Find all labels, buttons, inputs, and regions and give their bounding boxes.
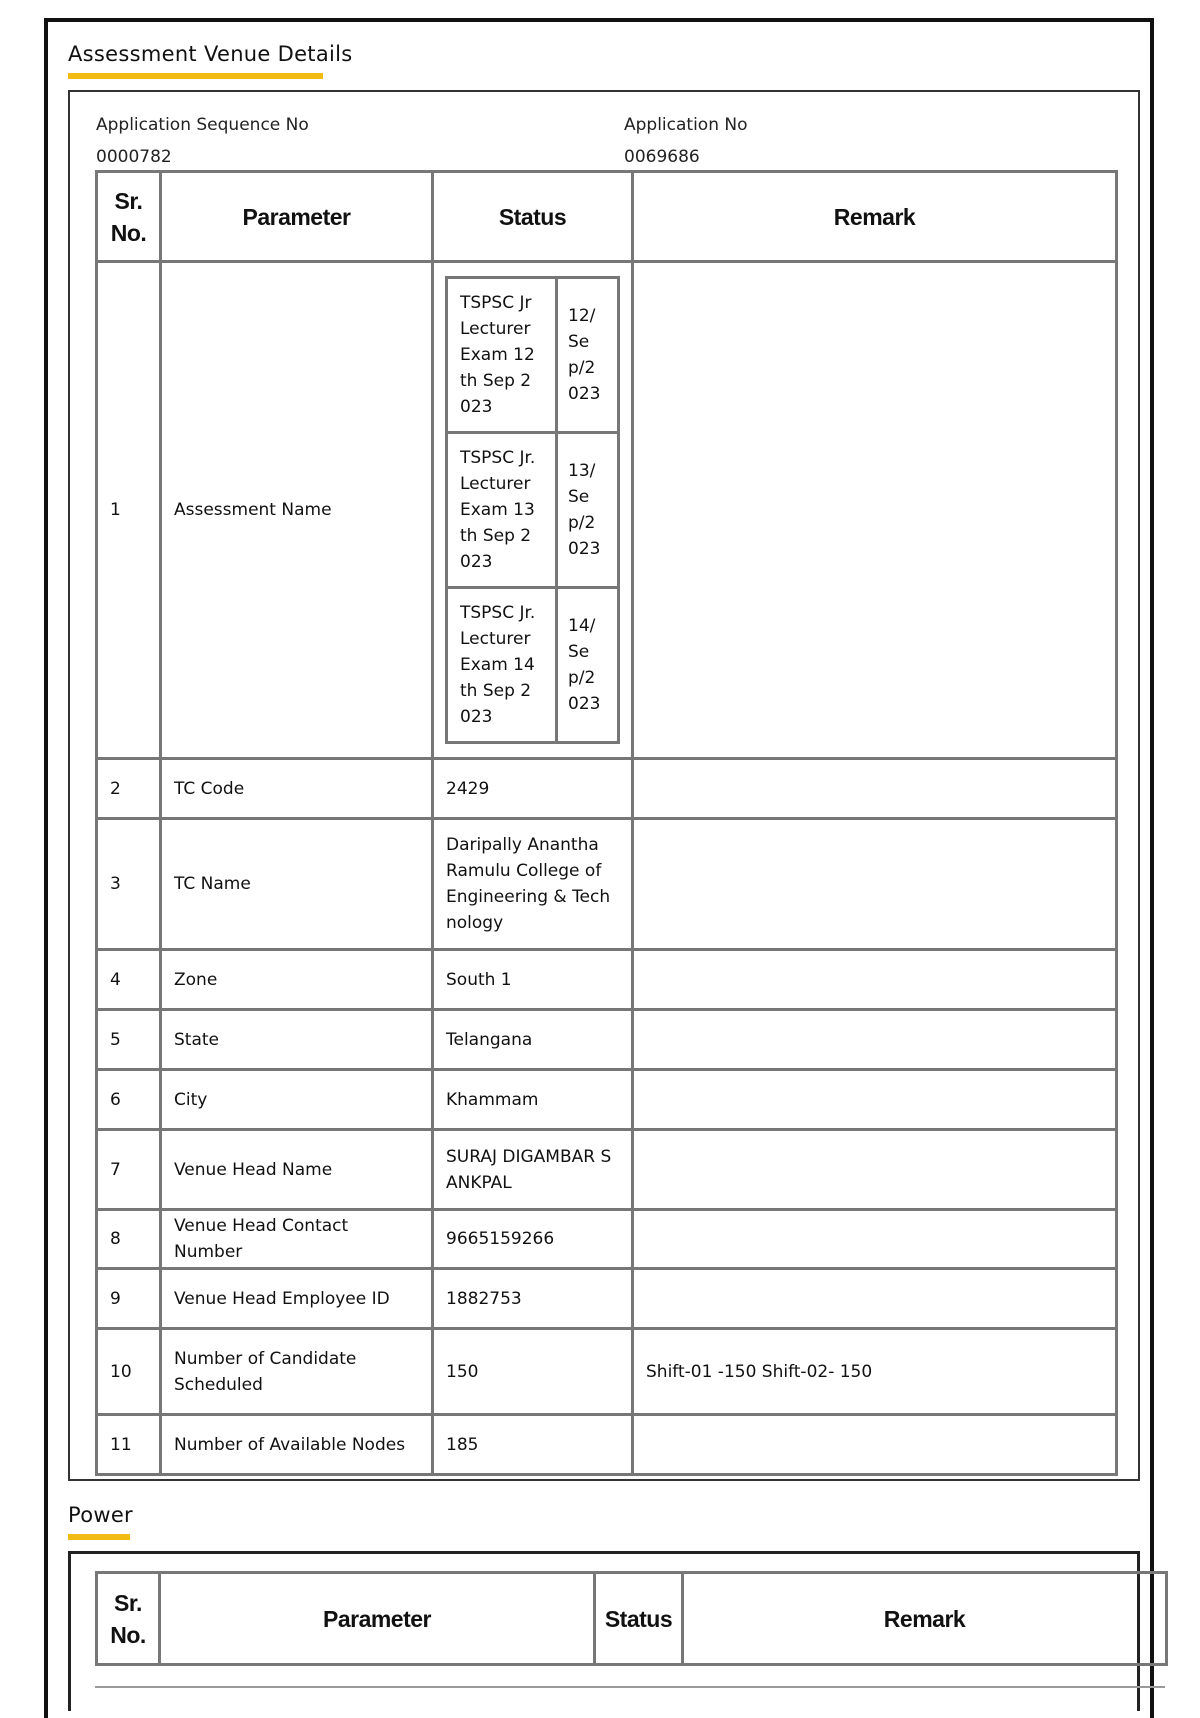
row-parameter: TC Name [161, 819, 433, 950]
row-parameter: TC Code [161, 759, 433, 819]
assessment-date: 12/ Se p/2 023 [557, 278, 619, 433]
power-table-bottom-line [95, 1686, 1165, 1688]
row-sr: 11 [97, 1415, 161, 1475]
assessment-date: 13/ Se p/2 023 [557, 433, 619, 588]
row-status: 150 [433, 1329, 633, 1415]
table-row [97, 1130, 1117, 1210]
header-sr-no: Sr. No. [97, 172, 161, 262]
row-parameter: State [161, 1010, 433, 1070]
row-sr: 1 [97, 262, 161, 759]
assessment-item [447, 588, 619, 743]
table-row [97, 759, 1117, 819]
power-header-sr-no: Sr. No. [97, 1573, 160, 1665]
row-sr: 3 [97, 819, 161, 950]
row-sr: 8 [97, 1210, 161, 1269]
power-header-remark: Remark [683, 1573, 1167, 1665]
venue-section-underline [68, 73, 323, 79]
header-status: Status [433, 172, 633, 262]
table-row [97, 1210, 1117, 1269]
power-header-row [97, 1573, 1167, 1665]
row-remark [633, 950, 1117, 1010]
row-status: 1882753 [433, 1269, 633, 1329]
table-header-row [97, 172, 1117, 262]
header-remark: Remark [633, 172, 1117, 262]
row-status: South 1 [433, 950, 633, 1010]
row-status: 9665159266 [433, 1210, 633, 1269]
row-remark [633, 1070, 1117, 1130]
assessment-name: TSPSC Jr. Lecturer Exam 13 th Sep 2 023 [447, 433, 557, 588]
application-no-label: Application No [624, 115, 748, 135]
application-sequence-label: Application Sequence No [96, 115, 309, 135]
row-remark [633, 1010, 1117, 1070]
row-sr: 7 [97, 1130, 161, 1210]
power-header-parameter: Parameter [160, 1573, 595, 1665]
row-status: Telangana [433, 1010, 633, 1070]
row-status: SURAJ DIGAMBAR S ANKPAL [433, 1130, 633, 1210]
row-parameter: Number of Candidate Scheduled [161, 1329, 433, 1415]
row-status [433, 262, 633, 759]
assessment-name: TSPSC Jr Lecturer Exam 12 th Sep 2 023 [447, 278, 557, 433]
assessment-date: 14/ Se p/2 023 [557, 588, 619, 743]
assessment-item [447, 433, 619, 588]
table-row [97, 1010, 1117, 1070]
assessment-list [445, 276, 620, 744]
power-section-title: Power [68, 1503, 133, 1527]
venue-details-table [95, 170, 1118, 1476]
table-row [97, 1070, 1117, 1130]
row-sr: 10 [97, 1329, 161, 1415]
row-remark [633, 819, 1117, 950]
table-row [97, 262, 1117, 759]
row-parameter: City [161, 1070, 433, 1130]
power-table [95, 1571, 1168, 1666]
row-remark: Shift-01 -150 Shift-02- 150 [633, 1329, 1117, 1415]
row-status: Khammam [433, 1070, 633, 1130]
row-status: Daripally Anantha Ramulu College of Engineering & Tech nology [433, 819, 633, 950]
application-no-value: 0069686 [624, 147, 700, 167]
row-parameter: Zone [161, 950, 433, 1010]
power-section-underline [68, 1534, 130, 1540]
application-sequence-value: 0000782 [96, 147, 172, 167]
table-row [97, 1269, 1117, 1329]
row-sr: 6 [97, 1070, 161, 1130]
table-row [97, 819, 1117, 950]
power-header-status: Status [595, 1573, 683, 1665]
table-row [97, 950, 1117, 1010]
row-sr: 2 [97, 759, 161, 819]
row-sr: 4 [97, 950, 161, 1010]
row-status: 185 [433, 1415, 633, 1475]
row-parameter: Number of Available Nodes [161, 1415, 433, 1475]
row-sr: 9 [97, 1269, 161, 1329]
row-remark [633, 1269, 1117, 1329]
row-sr: 5 [97, 1010, 161, 1070]
assessment-item [447, 278, 619, 433]
row-remark [633, 1210, 1117, 1269]
row-parameter: Venue Head Employee ID [161, 1269, 433, 1329]
assessment-name: TSPSC Jr. Lecturer Exam 14 th Sep 2 023 [447, 588, 557, 743]
row-remark [633, 1415, 1117, 1475]
venue-section-title: Assessment Venue Details [68, 42, 353, 66]
row-status: 2429 [433, 759, 633, 819]
row-parameter: Assessment Name [161, 262, 433, 759]
row-parameter: Venue Head Contact Number [161, 1210, 433, 1269]
table-row [97, 1329, 1117, 1415]
table-row [97, 1415, 1117, 1475]
header-parameter: Parameter [161, 172, 433, 262]
row-remark [633, 759, 1117, 819]
row-remark [633, 262, 1117, 759]
row-remark [633, 1130, 1117, 1210]
row-parameter: Venue Head Name [161, 1130, 433, 1210]
